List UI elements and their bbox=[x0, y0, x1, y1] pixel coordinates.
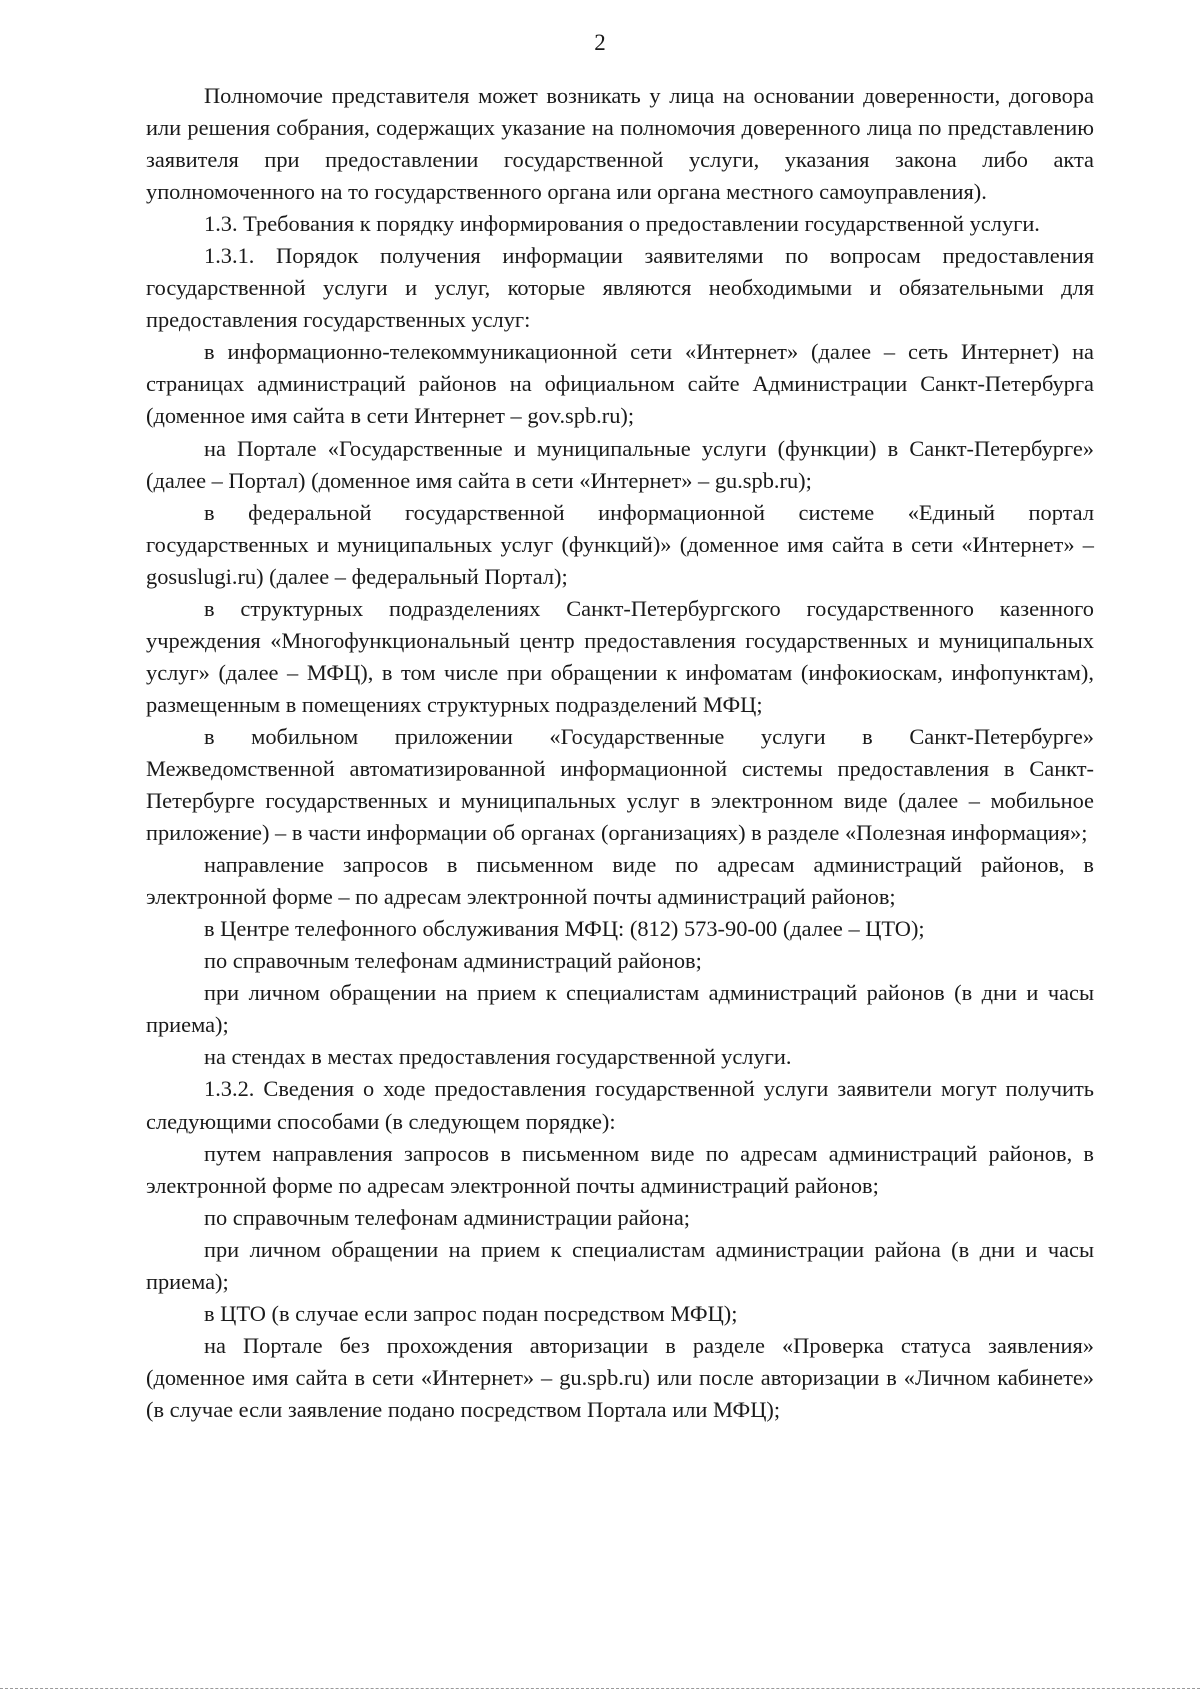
paragraph-reference-phones: по справочным телефонам администраций районов; bbox=[204, 948, 702, 974]
paragraph-internet-gov-spb: в информационно-телекоммуникационной сети «Интернет» (далее – сеть Интернет) на страницах администраций районов на официальном сайте Администрации Санкт-Петербурга (доменное имя сайта в сети Интернет – gov.spb.ru); bbox=[146, 339, 1094, 429]
paragraph-info-stands: на стендах в местах предоставления государственной услуги. bbox=[204, 1044, 792, 1070]
paragraph-status-cto: в ЦТО (в случае если запрос подан посредством МФЦ); bbox=[204, 1300, 738, 1326]
paragraph-section-1-3: 1.3. Требования к порядку информирования о предоставлении государственной услуги. bbox=[204, 211, 1040, 237]
paragraph-status-phones: по справочным телефонам администрации района; bbox=[204, 1204, 690, 1230]
paragraph-personal-visit: при личном обращении на прием к специалистам администраций районов (в дни и часы приема); bbox=[146, 980, 1094, 1038]
paragraph-section-1-3-2: 1.3.2. Сведения о ходе предоставления государственной услуги заявители могут получить следующими способами (в следующем порядке): bbox=[146, 1076, 1094, 1134]
paragraph-status-written-requests: путем направления запросов в письменном виде по адресам администраций районов, в электронной форме по адресам электронной почты администраций районов; bbox=[146, 1140, 1094, 1198]
paragraph-mfc-divisions: в структурных подразделениях Санкт-Петербургского государственного казенного учреждения «Многофункциональный центр предоставления государственных и муниципальных услуг» (далее – МФЦ), в том числе при обращении к инфоматам (инфокиоскам, инфопунктам), размещенным в помещениях структурных подразделений МФЦ; bbox=[146, 595, 1094, 717]
paragraph-status-personal-visit: при личном обращении на прием к специалистам администрации района (в дни и часы приема); bbox=[146, 1236, 1094, 1294]
paragraph-status-portal: на Портале без прохождения авторизации в разделе «Проверка статуса заявления» (доменное имя сайта в сети «Интернет» – gu.spb.ru) или после авторизации в «Личном кабинете» (в случае если заявление подано посредством Портала или МФЦ); bbox=[146, 1332, 1094, 1422]
paragraph-representative-authority: Полномочие представителя может возникать у лица на основании доверенности, договора или решения собрания, содержащих указание на полномочия доверенного лица по представлению заявителя при предоставлении государственной услуги, указания закона либо акта уполномоченного на то государственного органа или органа местного самоуправления). bbox=[146, 83, 1094, 205]
paragraph-written-requests: направление запросов в письменном виде по адресам администраций районов, в электронной форме – по адресам электронной почты администраций районов; bbox=[146, 852, 1094, 910]
page-number: 2 bbox=[594, 30, 606, 55]
document-body bbox=[146, 80, 1094, 1426]
page-bottom-divider bbox=[0, 1688, 1200, 1689]
paragraph-mobile-app: в мобильном приложении «Государственные услуги в Санкт-Петербурге» Межведомственной автоматизированной информационной системы предоставления в Санкт-Петербурге государственных и муниципальных услуг в электронном виде (далее – мобильное приложение) – в части информации об органах (организациях) в разделе «Полезная информация»; bbox=[146, 723, 1094, 846]
paragraph-call-center: в Центре телефонного обслуживания МФЦ: (812) 573-90-00 (далее – ЦТО); bbox=[204, 916, 925, 942]
paragraph-section-1-3-1: 1.3.1. Порядок получения информации заявителями по вопросам предоставления государственной услуги и услуг, которые являются необходимыми и обязательными для предоставления государственных услуг: bbox=[146, 243, 1094, 333]
paragraph-portal-gu-spb: на Портале «Государственные и муниципальные услуги (функции) в Санкт-Петербурге» (далее – Портал) (доменное имя сайта в сети «Интернет» – gu.spb.ru); bbox=[146, 435, 1094, 493]
paragraph-federal-portal: в федеральной государственной информационной системе «Единый портал государственных и муниципальных услуг (функций)» (доменное имя сайта в сети «Интернет» – gosuslugi.ru) (далее – федеральный Портал); bbox=[146, 499, 1094, 589]
